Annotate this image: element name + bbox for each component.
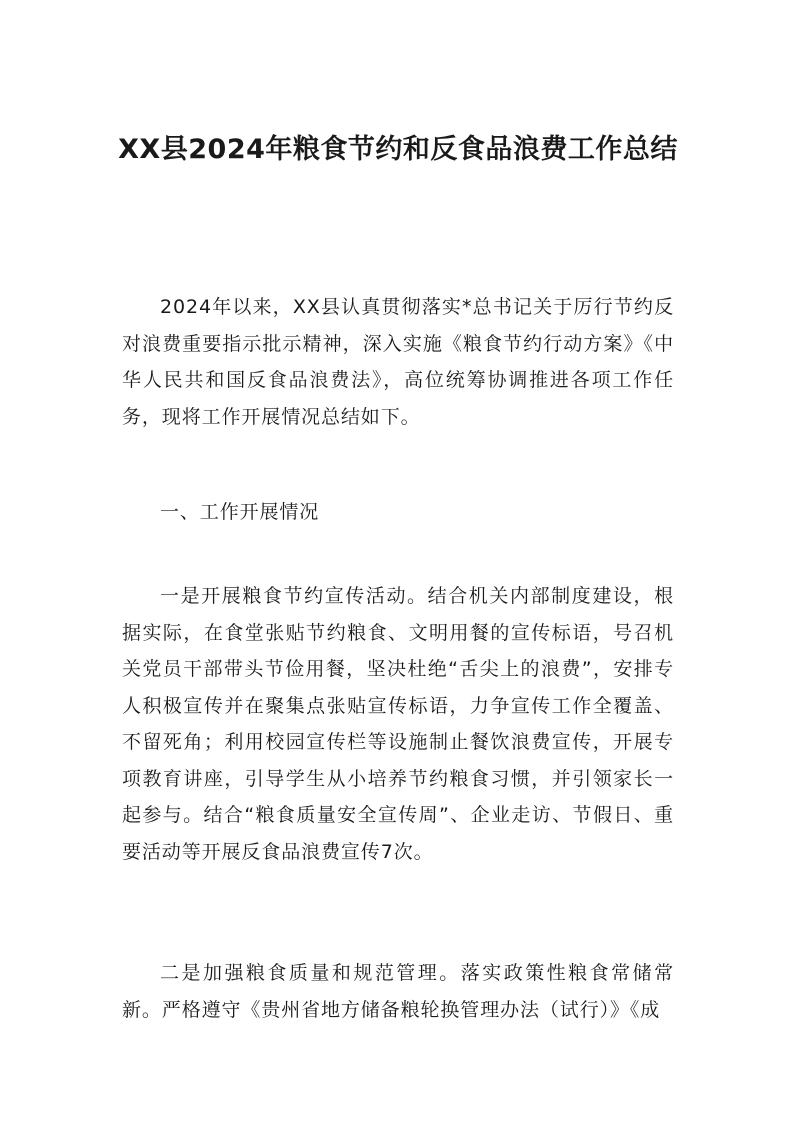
document-title: XX县2024年粮食节约和反食品浪费工作总结 [118,134,678,165]
item-one-paragraph: 一是开展粮食节约宣传活动。结合机关内部制度建设，根据实际，在食堂张贴节约粮食、文明用餐的宣传标语，号召机关党员干部带头节俭用餐，坚决杜绝“舌尖上的浪费”，安排专人积极宣传并在聚集点张贴宣传标语，力争宣传工作全覆盖、不留死角；利用校园宣传栏等设施制止餐饮浪费宣传，开展专项教育讲座，引导学生从小培养节约粮食习惯，并引领家长一起参与。结合“粮食质量安全宣传周”、企业走访、节假日、重要活动等开展反食品浪费宣传7次。 [122,585,674,863]
section-heading: 一、工作开展情况 [160,501,320,523]
intro-paragraph: 2024年以来，XX县认真贯彻落实*总书记关于厉行节约反对浪费重要指示批示精神，深入实施《粮食节约行动方案》《中华人民共和国反食品浪费法》，高位统筹协调推进各项工作任务，现将工作开展情况总结如下。 [122,296,674,428]
item-two-paragraph: 二是加强粮食质量和规范管理。落实政策性粮食常储常新。严格遵守《贵州省地方储备粮轮换管理办法（试行）》《成 [122,962,674,1021]
